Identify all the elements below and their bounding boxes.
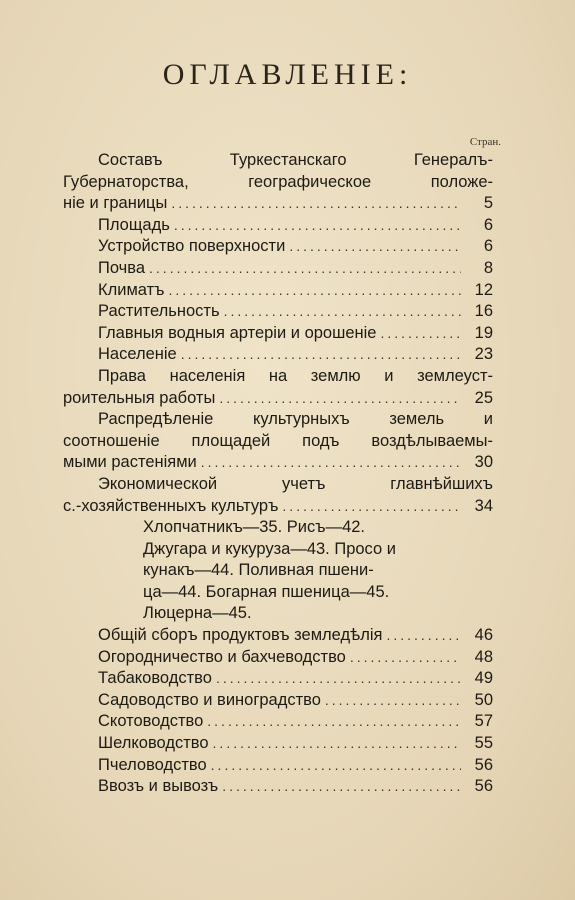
toc-entry [63,776,493,798]
page-column-label: Стран. [469,136,501,148]
toc-line: Права населенiя на землю и землеуст- [98,366,493,385]
toc-entry-text: Огородничество и бахчеводство [98,647,346,666]
toc-entry [63,236,493,258]
toc-entry-page: 30 [474,453,493,472]
toc-entry-page: 25 [474,388,493,407]
toc-entry-page: 50 [474,690,493,709]
toc-entry-text: Устройство поверхности [98,237,286,256]
toc-entry-page: 8 [483,258,493,277]
toc-entry-text: Шелководство [98,734,209,753]
toc-line: Распредѣленiе культурныхъ земель и [98,410,493,429]
toc-entry [63,388,493,410]
toc-entry [63,215,493,237]
toc-entry [63,452,493,474]
toc-entry-page: 34 [474,496,493,515]
toc-entry-text: Пчеловодство [98,755,207,774]
toc-line: Губернаторства, географическое положе- [63,172,493,191]
toc-entry-page: 12 [474,280,493,299]
leader-dots [224,301,461,323]
toc-entry-text: роительныя работы [63,388,216,407]
toc-entry-text: нiе и границы [63,194,168,213]
toc-entry [63,301,493,323]
toc-entry-page: 19 [474,323,493,342]
toc-entry [63,647,493,669]
leader-dots [386,625,461,647]
toc-entry-page: 6 [483,215,493,234]
toc-subline: Хлопчатникъ—35. Рисъ—42. [143,518,366,537]
toc-entry-text: Садоводство и виноградство [98,690,321,709]
toc-entry-page: 23 [474,345,493,364]
leader-dots [207,711,461,733]
toc-entry-text: Главныя водныя артерiи и орошенiе [98,323,377,342]
toc-subline: Джугара и кукуруза—43. Просо и [143,539,396,558]
leader-dots [174,215,461,237]
toc-entry-page: 46 [474,626,493,645]
leader-dots [211,755,461,777]
leader-dots [282,496,461,518]
leader-dots [289,236,461,258]
leader-dots [325,690,461,712]
toc-entry-text: Почва [98,258,146,277]
leader-dots [181,344,461,366]
toc-entry-text: Климатъ [98,280,165,299]
toc-entry-page: 16 [474,302,493,321]
toc-entry [63,668,493,690]
toc-entry [63,258,493,280]
toc-line: соотношенiе площадей подъ воздѣлываемы- [63,431,493,450]
leader-dots [149,258,461,280]
toc-entry-page: 56 [474,755,493,774]
leader-dots [213,733,461,755]
toc-subline: кунакъ—44. Поливная пшени- [143,561,374,580]
toc-entry-page: 5 [483,194,493,213]
toc-entry-text: мыми растенiями [63,453,197,472]
toc-entry-text: Ввозъ и вывозъ [98,777,219,796]
toc-entry-page: 55 [474,734,493,753]
table-of-contents [63,150,493,798]
toc-entry-page: 48 [474,647,493,666]
toc-line: Экономической учетъ главнѣйшихъ [98,474,493,493]
leader-dots [219,388,461,410]
toc-entry [63,344,493,366]
toc-entry-page: 57 [474,712,493,731]
toc-subline: Люцерна—45. [143,604,252,623]
leader-dots [216,668,461,690]
leader-dots [350,647,461,669]
toc-entry-text: Площадь [98,215,170,234]
toc-entry [63,280,493,302]
toc-entry [63,625,493,647]
toc-entry [63,711,493,733]
toc-entry [63,496,493,518]
toc-entry [63,193,493,215]
toc-entry-text: Населенiе [98,345,177,364]
leader-dots [380,323,461,345]
toc-entry [63,733,493,755]
toc-entry-text: Растительность [98,302,220,321]
toc-entry [63,690,493,712]
toc-line: Составъ Туркестанскаго Генералъ- [98,151,493,169]
toc-entry-text: Скотоводство [98,712,204,731]
toc-entry-text: Общiй сборъ продуктовъ земледѣлiя [98,626,383,645]
toc-entry-page: 49 [474,669,493,688]
leader-dots [222,776,461,798]
toc-entry [63,755,493,777]
toc-entry-page: 56 [474,777,493,796]
leader-dots [201,452,461,474]
leader-dots [171,193,461,215]
toc-entry-text: Табаководство [98,669,212,688]
leader-dots [168,280,461,302]
toc-subline: ца—44. Богарная пшеница—45. [143,582,390,601]
page-title: ОГЛАВЛЕНIЕ: [162,58,413,91]
toc-entry-text: с.-хозяйственныхъ культуръ [63,496,279,515]
toc-entry-page: 6 [483,237,493,256]
toc-entry [63,323,493,345]
